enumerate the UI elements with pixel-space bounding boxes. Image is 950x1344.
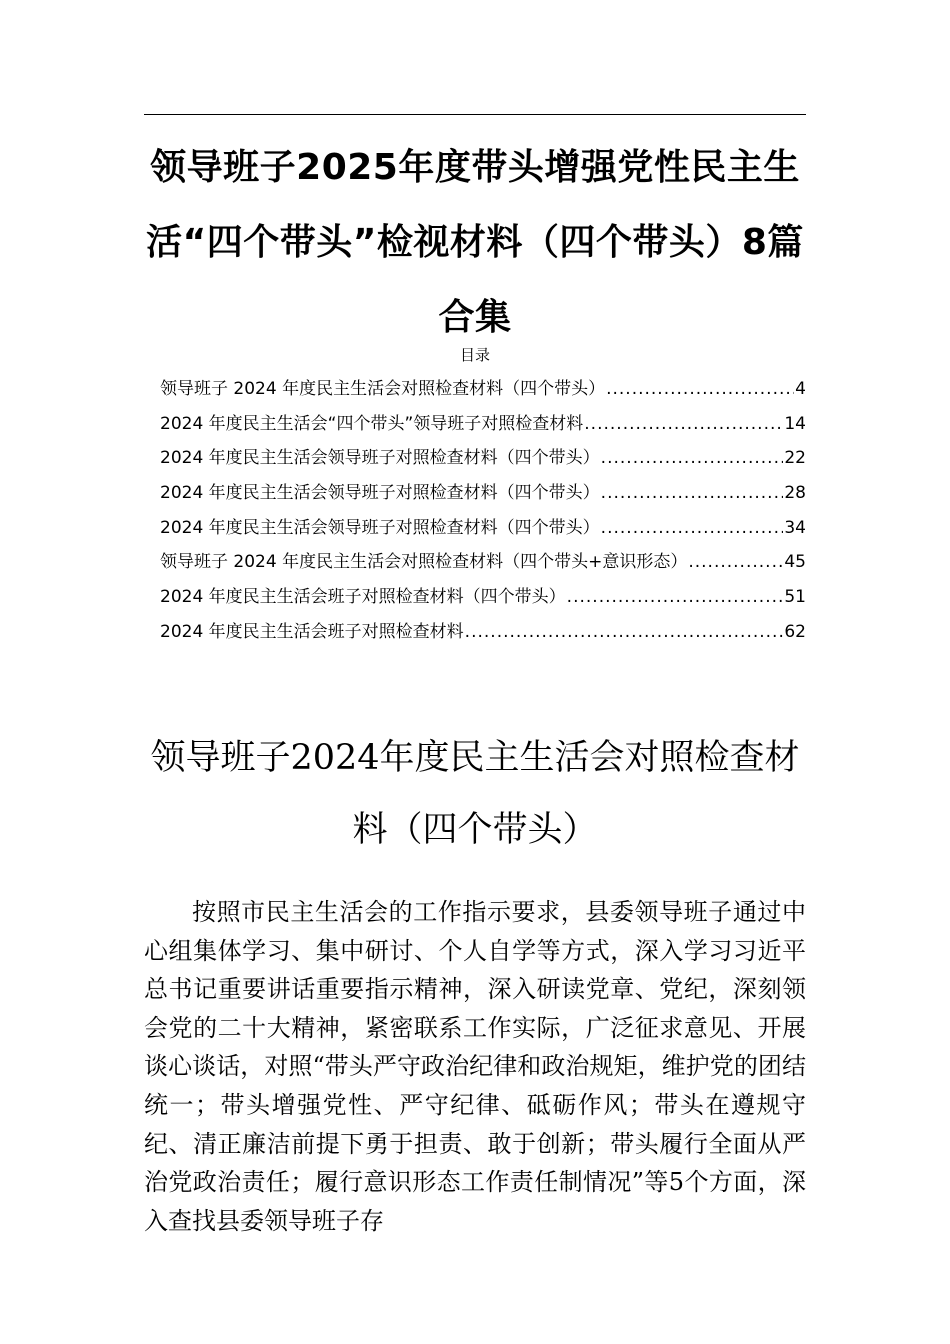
toc-entry-title: 2024 年度民主生活会班子对照检查材料	[160, 621, 464, 642]
toc-leader-dots	[601, 476, 784, 511]
toc-page-number: 4	[795, 379, 806, 399]
table-of-contents	[160, 372, 806, 650]
toc-leader-dots	[601, 511, 784, 546]
document-title: 领导班子2025年度带头增强党性民主生活“四个带头”检视材料（四个带头）8篇合集	[146, 147, 804, 338]
toc-heading: 目录	[459, 346, 490, 364]
document-page	[144, 0, 806, 1344]
header-rule	[144, 114, 806, 115]
toc-entry-title: 2024 年度民主生活会班子对照检查材料（四个带头）	[160, 587, 566, 608]
toc-page-number: 22	[784, 448, 806, 469]
toc-page-number: 28	[784, 483, 806, 504]
toc-entry[interactable]	[160, 476, 806, 511]
toc-entry-title: 领导班子 2024 年度民主生活会对照检查材料（四个带头+意识形态）	[160, 552, 688, 573]
toc-entry-title: 2024 年度民主生活会领导班子对照检查材料（四个带头）	[160, 483, 600, 504]
toc-entry[interactable]	[160, 580, 806, 615]
toc-page-number: 45	[784, 552, 806, 573]
toc-leader-dots	[567, 580, 784, 615]
toc-entry[interactable]	[160, 615, 806, 650]
toc-entry-title: 2024 年度民主生活会“四个带头”领导班子对照检查材料	[160, 413, 584, 434]
toc-entry[interactable]	[160, 511, 806, 546]
toc-entry[interactable]	[160, 545, 806, 580]
toc-leader-dots	[606, 372, 794, 407]
toc-leader-dots	[688, 545, 783, 580]
toc-leader-dots	[601, 441, 784, 476]
toc-page-number: 51	[784, 587, 806, 608]
toc-page-number: 14	[784, 413, 806, 434]
body-paragraph: 按照市民主生活会的工作指示要求，县委领导班子通过中心组集体学习、集中研讨、个人自学等方式，深入学习习近平总书记重要讲话重要指示精神，深入研读党章、党纪，深刻领会党的二十大精神，紧密联系工作实际，广泛征求意见、开展谈心谈话，对照“带头严守政治纪律和政治规矩，维护党的团结统一；带头增强党性、严守纪律、砥砺作风；带头在遵规守纪、清正廉洁前提下勇于担责、敢于创新；带头履行全面从严治党政治责任；履行意识形态工作责任制情况”等5个方面，深入查找县委领导班子存	[144, 898, 806, 1235]
toc-page-number: 34	[784, 517, 806, 538]
toc-leader-dots	[465, 615, 784, 650]
toc-page-number: 62	[784, 621, 806, 642]
toc-entry[interactable]	[160, 441, 806, 476]
toc-entry[interactable]	[160, 372, 806, 407]
toc-entry-title: 2024 年度民主生活会领导班子对照检查材料（四个带头）	[160, 517, 600, 538]
section-title: 领导班子2024年度民主生活会对照检查材料（四个带头）	[150, 738, 800, 850]
toc-entry-title: 2024 年度民主生活会领导班子对照检查材料（四个带头）	[160, 448, 600, 469]
toc-entry[interactable]	[160, 407, 806, 442]
toc-leader-dots	[584, 407, 783, 442]
toc-entry-title: 领导班子 2024 年度民主生活会对照检查材料（四个带头）	[160, 379, 606, 399]
